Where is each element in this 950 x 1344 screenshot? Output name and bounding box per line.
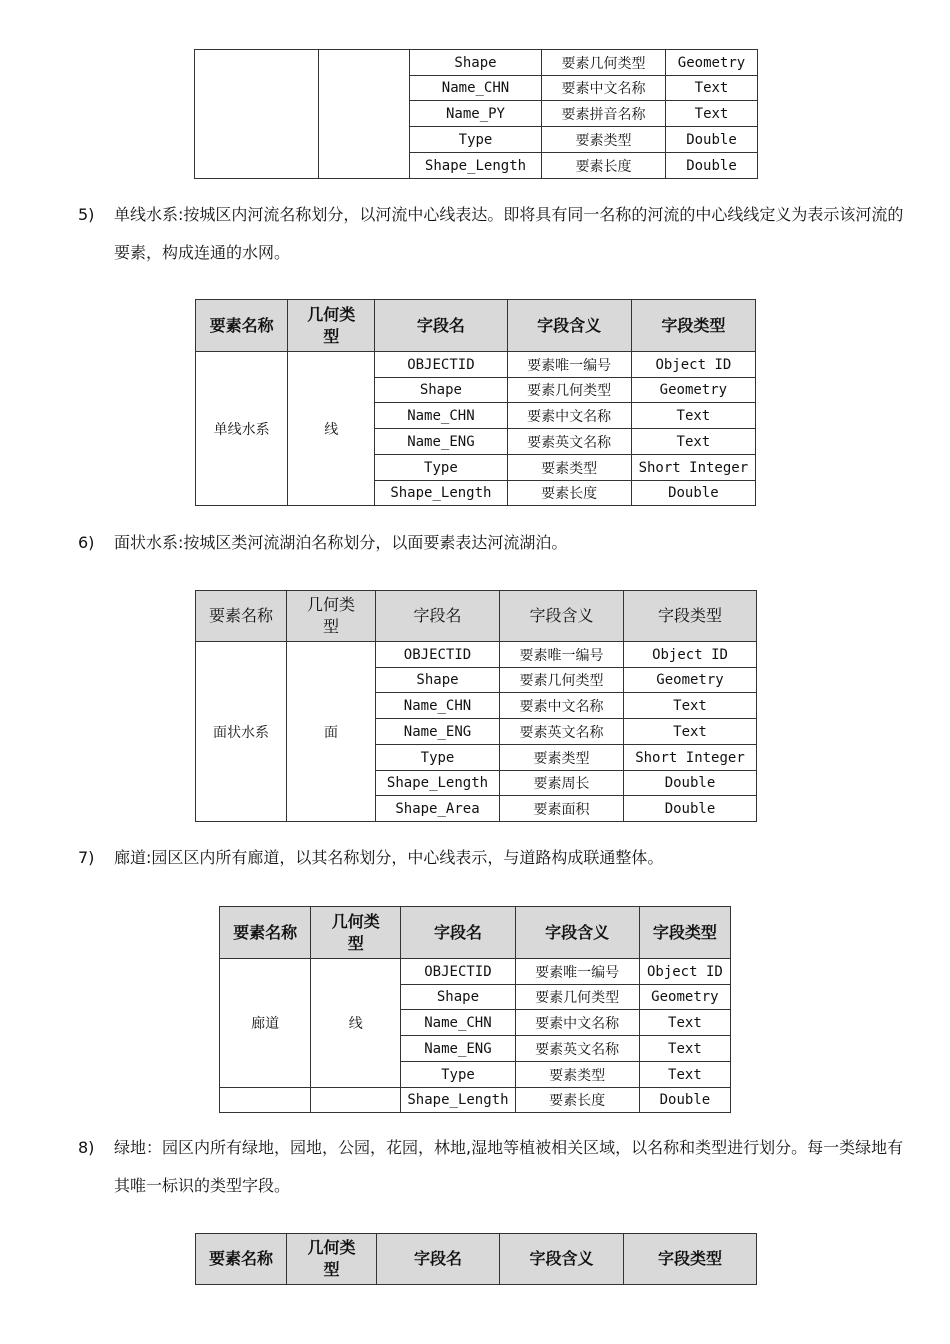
- header-field-name: 字段名: [377, 1234, 500, 1285]
- field-type: Object ID: [639, 959, 730, 985]
- list-item-5: [78, 196, 918, 272]
- table-row: [195, 50, 758, 76]
- header-feature-name: 要素名称: [196, 300, 288, 352]
- item-number: 7): [78, 848, 95, 867]
- header-field-name: 字段名: [376, 591, 500, 642]
- header-field-name: 字段名: [375, 300, 507, 352]
- header-field-name: 字段名: [401, 907, 515, 959]
- field-type: Text: [639, 1010, 730, 1036]
- field-name: OBJECTID: [401, 959, 515, 985]
- header-field-type: 字段类型: [631, 300, 755, 352]
- field-meaning: 要素拼音名称: [542, 101, 666, 127]
- header-feature-name: 要素名称: [220, 907, 311, 959]
- feature-name-cell: 面状水系: [196, 642, 287, 822]
- field-name: Type: [410, 127, 542, 153]
- field-meaning: 要素长度: [515, 1088, 639, 1113]
- field-name: Shape_Area: [376, 796, 500, 822]
- field-meaning: 要素类型: [542, 127, 666, 153]
- field-meaning: 要素英文名称: [515, 1036, 639, 1062]
- table-corridor: [219, 906, 731, 1113]
- field-meaning: 要素几何类型: [515, 985, 639, 1010]
- table-single-line-water: [195, 299, 756, 506]
- field-type: Text: [666, 101, 758, 127]
- header-geometry-type: [287, 591, 376, 642]
- field-type: Geometry: [666, 50, 758, 76]
- field-type: Geometry: [639, 985, 730, 1010]
- item-number: 8): [78, 1138, 95, 1157]
- table-row: [220, 959, 731, 985]
- table-area-water: [195, 590, 757, 822]
- field-meaning: 要素中文名称: [500, 693, 624, 719]
- geometry-type-cell: 线: [288, 352, 375, 506]
- field-meaning: 要素几何类型: [507, 378, 631, 403]
- field-type: Text: [631, 429, 755, 455]
- field-name: Shape_Length: [376, 771, 500, 796]
- geometry-type-cell: [319, 50, 410, 179]
- list-item-6: [78, 524, 918, 562]
- header-field-type: 字段类型: [624, 591, 757, 642]
- feature-name-cell: [195, 50, 319, 179]
- geometry-type-cell: 面: [287, 642, 376, 822]
- field-name: Name_PY: [410, 101, 542, 127]
- field-meaning: 要素中文名称: [542, 76, 666, 101]
- header-geometry-type: [287, 1234, 377, 1285]
- field-name: Name_CHN: [375, 403, 507, 429]
- field-type: Double: [624, 771, 757, 796]
- list-item-7: [78, 839, 918, 877]
- field-meaning: 要素面积: [500, 796, 624, 822]
- field-type: Object ID: [624, 642, 757, 668]
- field-type: Short Integer: [624, 745, 757, 771]
- field-type: Text: [639, 1036, 730, 1062]
- field-meaning: 要素中文名称: [515, 1010, 639, 1036]
- field-meaning: 要素英文名称: [500, 719, 624, 745]
- feature-name-cell: 廊道: [220, 959, 311, 1088]
- table-header-row: [196, 300, 756, 352]
- table-header-row: [196, 1234, 757, 1285]
- field-meaning: 要素类型: [507, 455, 631, 481]
- table-row: [196, 352, 756, 378]
- field-type: Text: [624, 693, 757, 719]
- header-geometry-type-text: 几何类型: [331, 911, 380, 953]
- field-name: Shape_Length: [410, 153, 542, 179]
- header-geometry-type-text: 几何类型: [306, 595, 355, 636]
- top-table: [194, 49, 758, 179]
- field-name: OBJECTID: [376, 642, 500, 668]
- empty-cell: [311, 1088, 401, 1113]
- field-type: Geometry: [631, 378, 755, 403]
- field-type: Text: [624, 719, 757, 745]
- header-geometry-type: [311, 907, 401, 959]
- table-row: [220, 1088, 731, 1113]
- field-name: Type: [375, 455, 507, 481]
- field-meaning: 要素唯一编号: [507, 352, 631, 378]
- field-type: Object ID: [631, 352, 755, 378]
- field-name: Type: [401, 1062, 515, 1088]
- field-name: Name_CHN: [410, 76, 542, 101]
- item-text: 廊道:园区区内所有廊道，以其名称划分，中心线表示，与道路构成联通整体。: [114, 848, 664, 867]
- header-feature-name: 要素名称: [196, 1234, 287, 1285]
- field-name: Shape_Length: [401, 1088, 515, 1113]
- feature-name-cell: 单线水系: [196, 352, 288, 506]
- field-type: Double: [631, 481, 755, 506]
- field-type: Double: [624, 796, 757, 822]
- field-meaning: 要素类型: [515, 1062, 639, 1088]
- field-type: Double: [666, 153, 758, 179]
- field-type: Short Integer: [631, 455, 755, 481]
- field-name: Shape: [376, 668, 500, 693]
- item-text: 绿地：园区内所有绿地，园地，公园，花园，林地,湿地等植被相关区域，以名称和类型进行划分。每一类绿地有其唯一标识的类型字段。: [114, 1138, 904, 1195]
- header-geometry-type-text: 几何类型: [307, 304, 356, 346]
- field-meaning: 要素长度: [507, 481, 631, 506]
- header-field-meaning: 字段含义: [500, 1234, 624, 1285]
- field-meaning: 要素长度: [542, 153, 666, 179]
- field-type: Text: [639, 1062, 730, 1088]
- header-field-meaning: 字段含义: [500, 591, 624, 642]
- field-name: Type: [376, 745, 500, 771]
- header-geometry-type-text: 几何类型: [307, 1238, 356, 1279]
- field-type: Double: [639, 1088, 730, 1113]
- field-type: Double: [666, 127, 758, 153]
- field-meaning: 要素唯一编号: [515, 959, 639, 985]
- geometry-type-cell: 线: [311, 959, 401, 1088]
- header-field-type: 字段类型: [639, 907, 730, 959]
- item-number: 5): [78, 205, 95, 224]
- field-name: Name_ENG: [376, 719, 500, 745]
- field-type: Text: [666, 76, 758, 101]
- field-name: Name_CHN: [401, 1010, 515, 1036]
- field-name: Shape_Length: [375, 481, 507, 506]
- table-header-row: [196, 591, 757, 642]
- field-meaning: 要素唯一编号: [500, 642, 624, 668]
- field-name: Name_CHN: [376, 693, 500, 719]
- item-text: 面状水系:按城区类河流湖泊名称划分，以面要素表达河流湖泊。: [114, 533, 568, 552]
- field-name: OBJECTID: [375, 352, 507, 378]
- field-name: Name_ENG: [401, 1036, 515, 1062]
- field-meaning: 要素几何类型: [542, 50, 666, 76]
- field-name: Shape: [410, 50, 542, 76]
- field-meaning: 要素中文名称: [507, 403, 631, 429]
- empty-cell: [220, 1088, 311, 1113]
- item-text: 单线水系:按城区内河流名称划分，以河流中心线表达。即将具有同一名称的河流的中心线线定义为表示该河流的要素，构成连通的水网。: [114, 205, 904, 262]
- field-type: Text: [631, 403, 755, 429]
- header-field-meaning: 字段含义: [507, 300, 631, 352]
- field-name: Shape: [375, 378, 507, 403]
- table-green-space: [195, 1233, 757, 1285]
- field-meaning: 要素周长: [500, 771, 624, 796]
- header-feature-name: 要素名称: [196, 591, 287, 642]
- field-type: Geometry: [624, 668, 757, 693]
- field-meaning: 要素英文名称: [507, 429, 631, 455]
- table-header-row: [220, 907, 731, 959]
- header-field-type: 字段类型: [624, 1234, 757, 1285]
- field-name: Name_ENG: [375, 429, 507, 455]
- field-name: Shape: [401, 985, 515, 1010]
- table-row: [196, 642, 757, 668]
- header-geometry-type: [288, 300, 375, 352]
- header-field-meaning: 字段含义: [515, 907, 639, 959]
- field-meaning: 要素类型: [500, 745, 624, 771]
- list-item-8: [78, 1129, 918, 1205]
- field-meaning: 要素几何类型: [500, 668, 624, 693]
- item-number: 6): [78, 533, 95, 552]
